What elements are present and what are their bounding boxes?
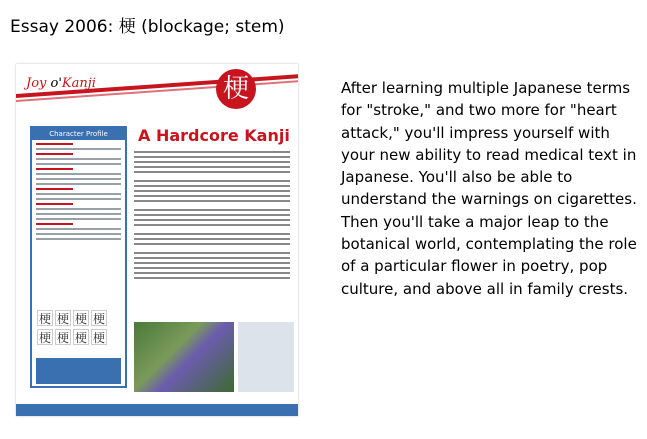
essay-headline: A Hardcore Kanji [138,126,290,145]
stroke-cell: 梗 [56,312,69,326]
essay-description: After learning multiple Japanese terms for "stroke," and two more for "heart attack," you'll impress yourself with your new ability to read medical text in Japanese. You'll also be able to understand the warnings on cigarettes. Then you'll take a major leap to the botanical world, contemplating the role of a particular flower in poetry, pop culture, and above all in family crests. [341,79,637,298]
logo: Joy o'Kanji [26,76,96,91]
kanji-badge: 梗 [216,69,256,109]
read-all-box [36,358,121,384]
text-line [36,193,121,195]
text-line [36,168,73,170]
stroke-cell: 梗 [74,312,87,326]
essay-body-text [134,148,290,279]
text-line [36,218,121,220]
text-line [36,233,121,235]
sidebar-heading: Character Profile [32,128,125,140]
text-line [36,198,121,200]
stroke-cell: 梗 [92,312,105,326]
stroke-cell: 梗 [56,331,69,345]
text-line [36,143,73,145]
stroke-cell: 梗 [38,331,51,345]
stroke-cell: 梗 [38,312,51,326]
stroke-order-grid [36,308,121,346]
stroke-cell: 梗 [74,331,87,345]
text-line [36,188,73,190]
text-line [36,148,121,150]
text-line [36,178,121,180]
text-line [36,208,121,210]
text-line [36,223,73,225]
text-line [36,153,73,155]
stroke-cell: 梗 [92,331,105,345]
character-profile-sidebar [30,126,127,388]
thumbnail-footer [16,404,298,416]
essay-thumbnail [16,64,298,416]
text-line [36,228,121,230]
text-line [36,183,121,185]
text-line [36,213,121,215]
photo-caption-box [238,322,294,392]
text-line [36,158,121,160]
flower-photo [134,322,234,392]
text-line [36,238,121,240]
text-line [36,163,121,165]
text-line [36,203,73,205]
page-title: Essay 2006: 梗 (blockage; stem) [10,17,285,37]
text-line [36,173,121,175]
